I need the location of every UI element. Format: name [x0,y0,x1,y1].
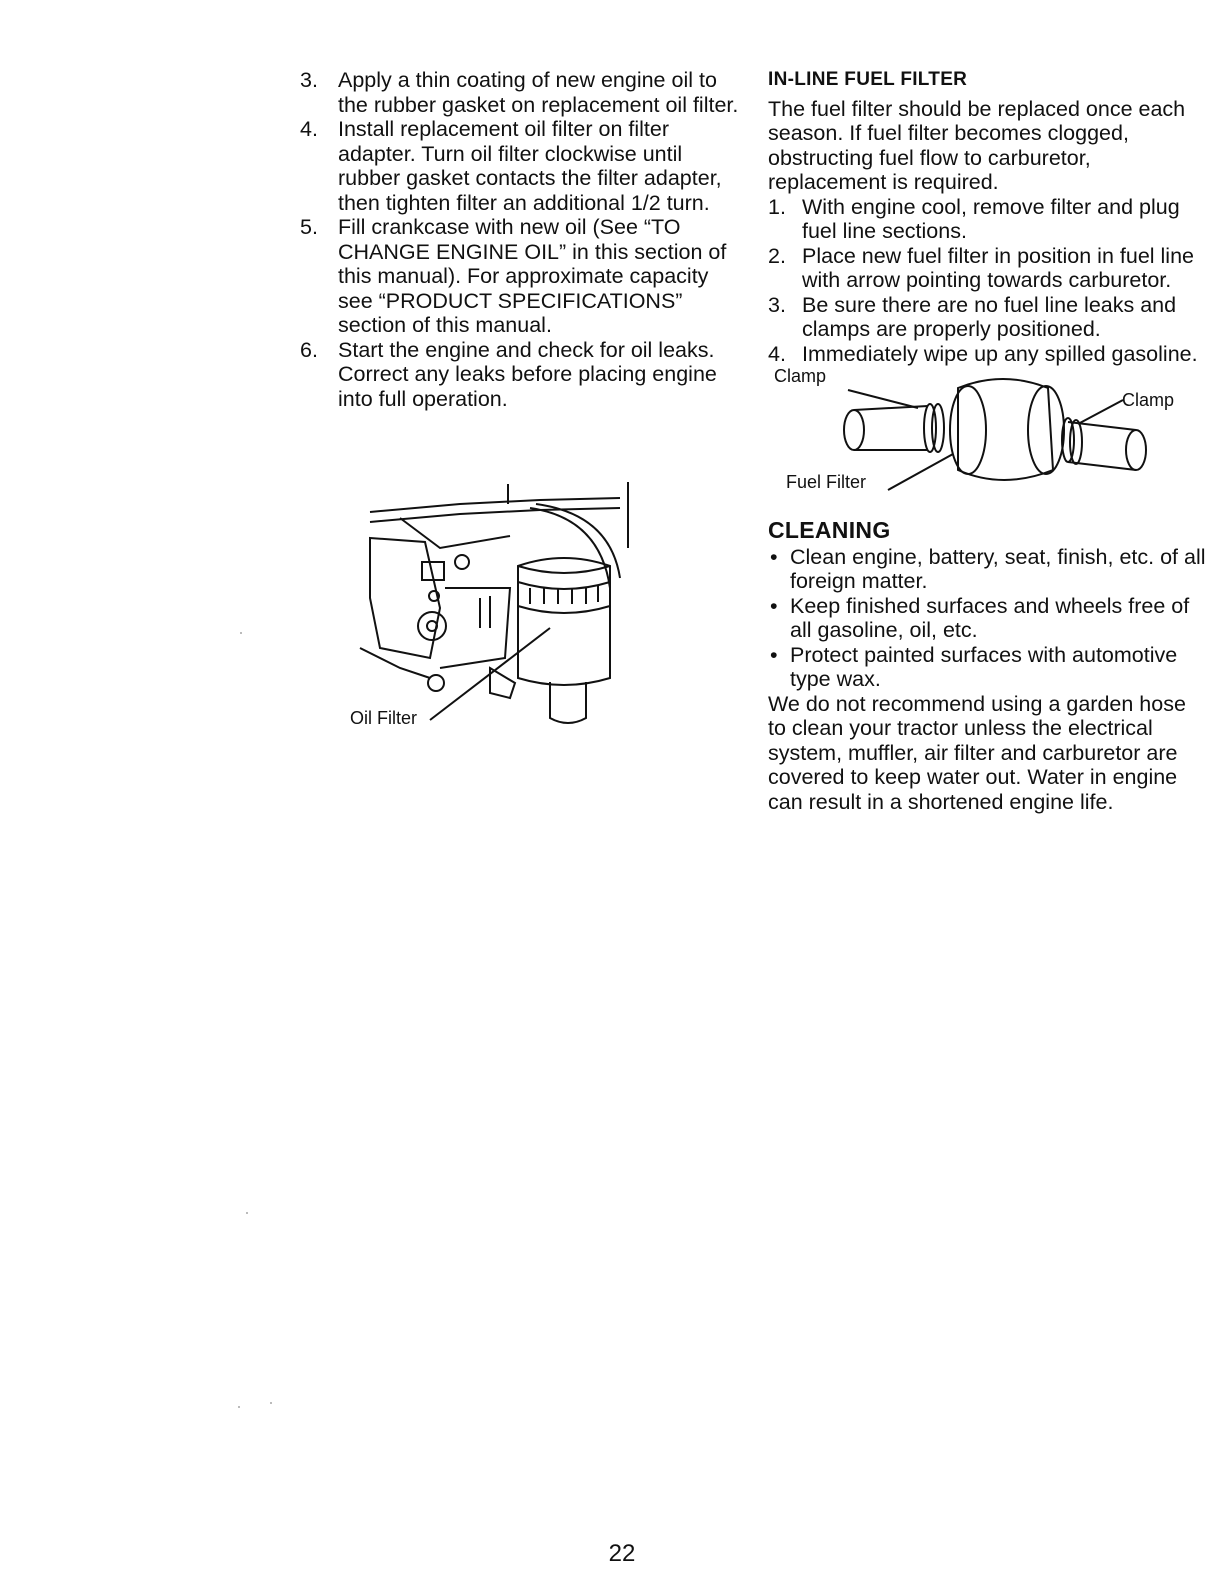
list-item [768,195,1208,244]
list-item [300,68,740,117]
clamp-label-left: Clamp [774,366,827,386]
step-text: Start the engine and check for oil leaks. Correct any leaks before placing engine into full operation. [338,337,717,411]
list-item [768,545,1208,594]
bullet-icon: • [770,642,778,667]
fuel-filter-intro: The fuel filter should be replaced once each season. If fuel filter becomes clogged, obstructing fuel flow to carburetor, replacement is required. [768,96,1186,194]
step-number: 6. [300,337,318,362]
scan-speck [246,1212,248,1214]
closing-paragraph: We do not recommend using a garden hose to clean your tractor unless the electrical system, muffler, air filter and carburetor are covered to keep water out. Water in engine can result in a shortened engine life. [768,691,1186,814]
step-text: With engine cool, remove filter and plug fuel line sections. [802,194,1180,243]
bullet-text: Clean engine, battery, seat, finish, etc. of all foreign matter. [790,544,1206,593]
list-item [768,244,1208,293]
bullet-text: Protect painted surfaces with automotive type wax. [790,642,1178,691]
page-number: 22 [608,1540,636,1567]
fuel-filter-figure [768,366,1208,518]
list-item [768,594,1208,643]
scan-speck [270,1402,272,1404]
step-text: Place new fuel filter in position in fuel line with arrow pointing towards carburetor. [802,243,1194,292]
bullet-text: Keep finished surfaces and wheels free of all gasoline, oil, etc. [790,593,1190,642]
fuel-filter-steps [768,195,1208,367]
bullet-icon: • [770,593,778,618]
step-number: 4. [300,117,318,141]
step-text: Install replacement oil filter on filter adapter. Turn oil filter clockwise until rubber gasket contacts the filter adapter, then tighten filter an additional 1/2 turn. [338,117,722,215]
step-text: Be sure there are no fuel line leaks and clamps are properly positioned. [802,292,1177,341]
cleaning-bullets [768,545,1208,692]
list-item [300,117,740,215]
cleaning-heading: CLEANING [768,517,891,543]
step-text: Fill crankcase with new oil (See “TO CHANGE ENGINE OIL” in this section of this manual). For approximate capacity see “PRODUCT SPECIFICATIONS” section of this manual. [338,215,727,337]
clamp-label-right: Clamp [1122,390,1175,410]
list-item [300,215,740,338]
scan-speck [238,1406,240,1408]
fuel-filter-label: Fuel Filter [786,472,867,492]
list-item [300,338,740,412]
scan-speck [240,632,242,634]
step-number: 5. [300,215,318,239]
oil-filter-label: Oil Filter [350,708,417,728]
bullet-icon: • [770,544,778,569]
oil-filter-steps [300,68,740,411]
step-number: 1. [768,194,786,219]
left-column [300,68,740,411]
list-item [768,643,1208,692]
step-text: Apply a thin coating of new engine oil to the rubber gasket on replacement oil filter. [338,68,739,117]
fuel-filter-heading: IN-LINE FUEL FILTER [768,69,968,90]
step-number: 4. [768,341,786,366]
list-item [768,293,1208,342]
right-column [768,68,1208,814]
step-number: 3. [768,292,786,317]
step-number: 3. [300,68,318,92]
engine-illustration [340,478,640,738]
step-text: Immediately wipe up any spilled gasoline. [802,341,1198,366]
step-number: 2. [768,243,786,268]
oil-filter-figure [340,478,640,738]
list-item [768,342,1208,367]
